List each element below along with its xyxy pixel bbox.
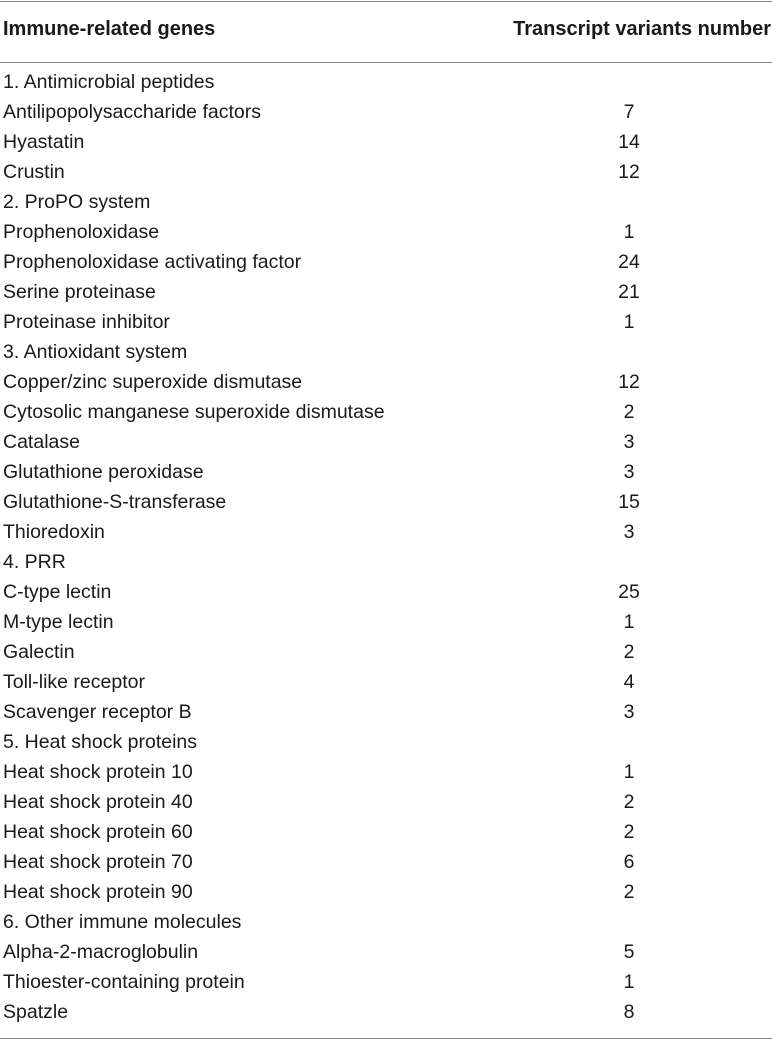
table-top-rule (0, 1, 772, 2)
variant-count-cell: 8 (623, 1001, 635, 1023)
table-row (0, 757, 772, 787)
table-row (0, 697, 772, 727)
gene-name-cell: Hyastatin (3, 131, 85, 153)
gene-name-cell: Galectin (3, 641, 75, 663)
table-row (0, 607, 772, 637)
gene-name-cell: Catalase (3, 431, 80, 453)
header-immune-related-genes: Immune-related genes (3, 18, 216, 40)
table-row (0, 487, 772, 517)
table-row (0, 277, 772, 307)
variant-count-cell: 15 (618, 491, 640, 513)
table-row (0, 397, 772, 427)
table-row (0, 847, 772, 877)
table-row (0, 667, 772, 697)
variant-count-cell: 2 (623, 401, 635, 423)
variant-count-cell: 2 (623, 641, 635, 663)
table-row (0, 457, 772, 487)
variant-count-cell: 5 (623, 941, 635, 963)
table-row (0, 967, 772, 997)
gene-name-cell: 5. Heat shock proteins (3, 731, 198, 753)
table-header-rule (0, 62, 772, 63)
variant-count-cell: 2 (623, 881, 635, 903)
variant-count-cell: 1 (623, 761, 635, 783)
variant-count-cell: 3 (623, 431, 635, 453)
gene-name-cell: Glutathione peroxidase (3, 461, 204, 483)
variant-count-cell: 21 (618, 281, 640, 303)
gene-name-cell: Heat shock protein 70 (3, 851, 193, 873)
header-transcript-variants-number: Transcript variants number (513, 18, 771, 40)
table-section-row (0, 727, 772, 757)
table-row (0, 517, 772, 547)
table-row (0, 787, 772, 817)
table-row (0, 97, 772, 127)
gene-name-cell: 4. PRR (3, 551, 66, 573)
gene-name-cell: Scavenger receptor B (3, 701, 192, 723)
table-row (0, 877, 772, 907)
gene-name-cell: Heat shock protein 60 (3, 821, 193, 843)
variant-count-cell: 7 (623, 101, 635, 123)
gene-name-cell: Prophenoloxidase (3, 221, 160, 243)
gene-name-cell: Alpha-2-macroglobulin (3, 941, 199, 963)
table-bottom-rule (0, 1038, 772, 1039)
table-row (0, 817, 772, 847)
table-section-row (0, 907, 772, 937)
table-header-row (0, 14, 772, 44)
variant-count-cell: 2 (623, 821, 635, 843)
variant-count-cell: 1 (623, 221, 635, 243)
gene-name-cell: Heat shock protein 10 (3, 761, 193, 783)
variant-count-cell: 2 (623, 791, 635, 813)
variant-count-cell: 12 (618, 161, 640, 183)
gene-name-cell: Toll-like receptor (3, 671, 145, 693)
table-body (0, 67, 772, 1027)
variant-count-cell: 6 (623, 851, 635, 873)
table-row (0, 577, 772, 607)
gene-name-cell: Thioester-containing protein (3, 971, 245, 993)
gene-name-cell: Copper/zinc superoxide dismutase (3, 371, 303, 393)
gene-name-cell: Antilipopolysaccharide factors (3, 101, 261, 123)
variant-count-cell: 24 (618, 251, 640, 273)
table-section-row (0, 337, 772, 367)
gene-name-cell: Serine proteinase (3, 281, 156, 303)
table-section-row (0, 187, 772, 217)
variant-count-cell: 1 (623, 611, 635, 633)
gene-name-cell: Crustin (3, 161, 65, 183)
table-row (0, 247, 772, 277)
gene-name-cell: 3. Antioxidant system (3, 341, 188, 363)
table-section-row (0, 547, 772, 577)
variant-count-cell: 4 (623, 671, 635, 693)
table-row (0, 307, 772, 337)
variant-count-cell: 25 (618, 581, 640, 603)
gene-name-cell: 1. Antimicrobial peptides (3, 71, 215, 93)
table-row (0, 217, 772, 247)
table-row (0, 937, 772, 967)
variant-count-cell: 1 (623, 971, 635, 993)
gene-name-cell: C-type lectin (3, 581, 112, 603)
table-row (0, 637, 772, 667)
table-row (0, 997, 772, 1027)
variant-count-cell: 3 (623, 461, 635, 483)
variant-count-cell: 12 (618, 371, 640, 393)
gene-name-cell: Heat shock protein 40 (3, 791, 193, 813)
variant-count-cell: 3 (623, 701, 635, 723)
variant-count-cell: 1 (623, 311, 635, 333)
table-row (0, 367, 772, 397)
gene-name-cell: Spatzle (3, 1001, 69, 1023)
table-row (0, 157, 772, 187)
table-row (0, 427, 772, 457)
table-row (0, 127, 772, 157)
gene-name-cell: 6. Other immune molecules (3, 911, 242, 933)
gene-name-cell: M-type lectin (3, 611, 114, 633)
variant-count-cell: 3 (623, 521, 635, 543)
table-section-row (0, 67, 772, 97)
gene-name-cell: Proteinase inhibitor (3, 311, 170, 333)
gene-name-cell: Glutathione-S-transferase (3, 491, 227, 513)
gene-name-cell: Thioredoxin (3, 521, 105, 543)
variant-count-cell: 14 (618, 131, 640, 153)
gene-name-cell: 2. ProPO system (3, 191, 151, 213)
gene-name-cell: Prophenoloxidase activating factor (3, 251, 302, 273)
gene-name-cell: Cytosolic manganese superoxide dismutase (3, 401, 385, 423)
gene-name-cell: Heat shock protein 90 (3, 881, 193, 903)
